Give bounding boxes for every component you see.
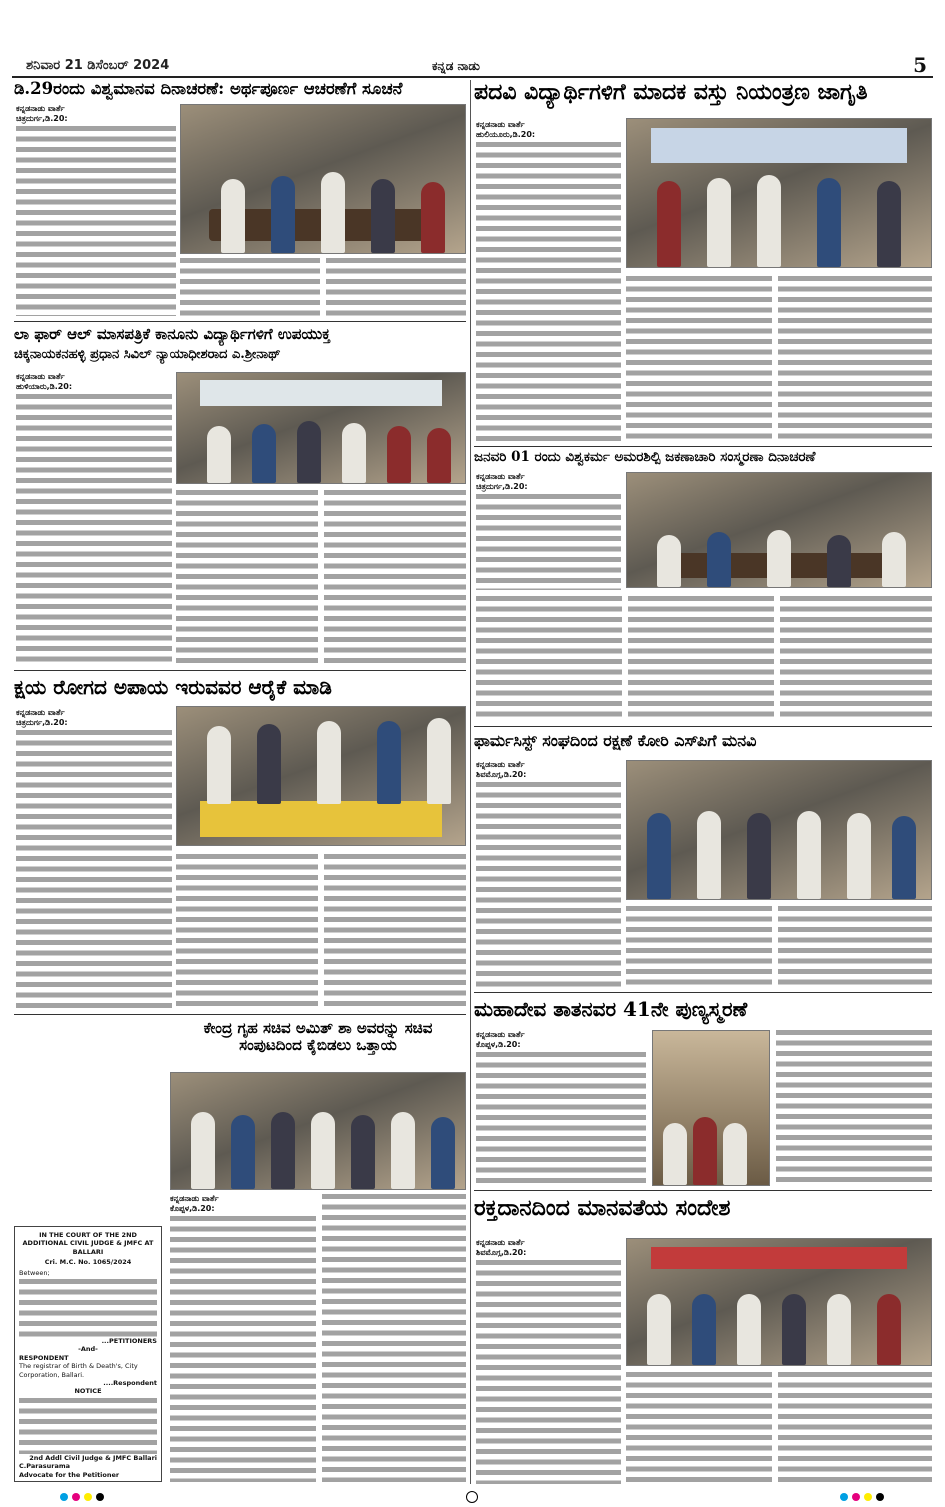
dateline-a6: ಶಿವಮೊಗ್ಗ,ಡಿ.20: — [476, 769, 527, 779]
registration-mark-icon — [466, 1491, 478, 1503]
dateline-a5: ಚಿತ್ರದುರ್ಗ,ಡಿ.20: — [16, 717, 68, 727]
and-label: -And- — [78, 1345, 98, 1354]
byline-a9-label: ಕನ್ನಡನಾಡು ವಾರ್ತೆ — [476, 1238, 525, 1247]
divider — [474, 992, 932, 993]
byline-a7-label: ಕನ್ನಡನಾಡು ವಾರ್ತೆ — [476, 1030, 525, 1039]
registration-dot-cyan — [60, 1493, 68, 1501]
divider — [474, 726, 932, 727]
court-name: IN THE COURT OF THE 2ND ADDITIONAL CIVIL JUDGE & JMFC AT BALLARI — [22, 1231, 154, 1256]
masthead-bar — [12, 53, 933, 78]
photo-a6-memorandum — [626, 760, 932, 900]
body-a9-col1 — [476, 1260, 621, 1484]
byline-a8-label: ಕನ್ನಡನಾಡು ವಾರ್ತೆ — [170, 1194, 219, 1203]
photo-a8-protest — [170, 1072, 466, 1190]
body-a5-col1 — [16, 730, 172, 1010]
dateline-a1: ಚಿತ್ರದುರ್ಗ,ಡಿ.20: — [16, 113, 68, 123]
body-a9-col2 — [626, 1372, 772, 1484]
notice-title: NOTICE — [74, 1387, 102, 1396]
body-a1-col2 — [180, 258, 320, 318]
notice-body — [19, 1398, 157, 1454]
respondent-text: The registrar of Birth & Death's, City Corporation, Ballari. — [19, 1362, 138, 1379]
body-a2-col2 — [626, 276, 772, 442]
advocate-role: Advocate for the Petitioner — [19, 1470, 120, 1479]
photo-a5-tb-campaign — [176, 706, 466, 846]
photo-a4-meeting — [626, 472, 932, 588]
divider — [14, 1014, 466, 1015]
registration-dot-yellow — [84, 1493, 92, 1501]
body-a4-col3 — [628, 596, 774, 722]
registration-dot-magenta — [852, 1493, 860, 1501]
body-a8-col1 — [170, 1216, 316, 1482]
body-a6-col2 — [626, 906, 772, 988]
dateline-a8: ಕೊಪ್ಪಳ,ಡಿ.20: — [170, 1203, 215, 1213]
byline-a9 — [476, 1238, 621, 1257]
between-label: Between; — [19, 1268, 50, 1277]
headline-mahadeva: ಮಹಾದೇವ ತಾತನವರ 41ನೇ ಪುಣ್ಯಸ್ಮರಣೆ — [474, 998, 748, 1021]
registration-dot-yellow — [864, 1493, 872, 1501]
byline-a5-label: ಕನ್ನಡನಾಡು ವಾರ್ತೆ — [16, 708, 65, 717]
page-number: 5 — [913, 53, 927, 77]
body-a1-col1 — [16, 126, 176, 316]
registration-dot-black — [96, 1493, 104, 1501]
respondent-heading: RESPONDENT — [19, 1353, 69, 1362]
registration-dot-black — [876, 1493, 884, 1501]
body-a9-col3 — [778, 1372, 932, 1484]
advocate-name: C.Parasurama — [19, 1462, 71, 1471]
petitioners-label: ...PETITIONERS — [101, 1337, 157, 1346]
respondent-tag: ....Respondent — [103, 1379, 157, 1388]
byline-a4 — [476, 472, 621, 491]
headline-tb-care: ಕ್ಷಯ ರೋಗದ ಅಪಾಯ ಇರುವವರ ಆರೈಕೆ ಮಾಡಿ — [14, 676, 332, 699]
dateline-a3: ಹುಳಿಯಾರು,ಡಿ.20: — [16, 381, 73, 391]
byline-a6-label: ಕನ್ನಡನಾಡು ವಾರ್ತೆ — [476, 760, 525, 769]
body-a2-col1 — [476, 142, 621, 442]
petitioner-list — [19, 1279, 157, 1337]
divider — [14, 670, 466, 671]
body-a3-col3 — [324, 490, 466, 666]
body-a4-col1 — [476, 494, 621, 590]
dateline-a7: ಕೊಪ್ಪಳ,ಡಿ.20: — [476, 1039, 521, 1049]
photo-a7-procession — [652, 1030, 770, 1186]
headline-pharmacist: ಫಾರ್ಮಸಿಸ್ಟ್ ಸಂಘದಿಂದ ರಕ್ಷಣೆ ಕೋರಿ ಎಸ್‍ಪಿಗೆ ಮನವಿ — [474, 732, 757, 750]
byline-a7 — [476, 1030, 646, 1049]
body-a6-col3 — [778, 906, 932, 988]
dateline-a4: ಚಿತ್ರದುರ್ಗ,ಡಿ.20: — [476, 481, 528, 491]
subheadline-srinath: ಚಿಕ್ಕನಾಯಕನಹಳ್ಳಿ ಪ್ರಧಾನ ಸಿವಿಲ್ ನ್ಯಾಯಾಧೀಶರಾದ ಎ.ಶ್ರೀನಾಥ್ — [14, 348, 281, 362]
registration-dot-cyan — [840, 1493, 848, 1501]
byline-a3 — [16, 372, 172, 391]
legal-notice-box — [14, 1226, 162, 1482]
byline-a2 — [476, 120, 621, 139]
paper-name: ಕನ್ನಡ ನಾಡು — [432, 59, 480, 73]
body-a2-col3 — [778, 276, 932, 442]
byline-a5 — [16, 708, 172, 727]
body-a3-col1 — [16, 394, 172, 666]
issue-date: ಶನಿವಾರ 21 ಡಿಸೆಂಬರ್ 2024 — [26, 58, 170, 73]
byline-a3-label: ಕನ್ನಡನಾಡು ವಾರ್ತೆ — [16, 372, 65, 381]
dateline-a2: ಹುಲಿಯೂರು,ಡಿ.20: — [476, 129, 536, 139]
body-a4-col2 — [476, 596, 622, 722]
byline-a2-label: ಕನ್ನಡನಾಡು ವಾರ್ತೆ — [476, 120, 525, 129]
dateline-a9: ಶಿವಮೊಗ್ಗ,ಡಿ.20: — [476, 1247, 527, 1257]
body-a6-col1 — [476, 782, 621, 988]
body-a7-col1 — [476, 1052, 646, 1186]
headline-madaka-vastu: ಪದವಿ ವಿದ್ಯಾರ್ಥಿಗಳಿಗೆ ಮಾದಕ ವಸ್ತು ನಿಯಂತ್ರಣ ಜಾಗೃತಿ — [474, 80, 868, 105]
case-number: Cri. M.C. No. 1065/2024 — [44, 1258, 132, 1267]
byline-a6 — [476, 760, 621, 779]
byline-a1 — [16, 104, 176, 123]
body-a7-col2 — [776, 1030, 932, 1186]
photo-a2-awareness — [626, 118, 932, 268]
headline-law-for-all: ಲಾ ಫಾರ್ ಆಲ್ ಮಾಸಪತ್ರಿಕೆ ಕಾನೂನು ವಿದ್ಯಾರ್ಥಿಗಳಿಗೆ ಉಪಯುಕ್ತ — [14, 326, 331, 343]
registration-dot-magenta — [72, 1493, 80, 1501]
print-marks — [0, 1490, 945, 1504]
divider — [14, 321, 466, 322]
photo-a1-meeting — [180, 104, 466, 254]
judge-signature: 2nd Addl Civil Judge & JMFC Ballari — [29, 1453, 157, 1462]
divider — [474, 1190, 932, 1191]
divider — [474, 446, 932, 447]
body-a5-col2 — [176, 854, 318, 1010]
body-a5-col3 — [324, 854, 466, 1010]
headline-jakanachari: ಜನವರಿ 01 ರಂದು ವಿಶ್ವಕರ್ಮ ಅಮರಶಿಲ್ಪಿ ಜಕಣಾಚಾರಿ ಸಂಸ್ಮರಣಾ ದಿನಾಚರಣೆ — [474, 450, 816, 465]
byline-a4-label: ಕನ್ನಡನಾಡು ವಾರ್ತೆ — [476, 472, 525, 481]
headline-blood-donation: ರಕ್ತದಾನದಿಂದ ಮಾನವತೆಯ ಸಂದೇಶ — [474, 1196, 731, 1221]
body-a3-col2 — [176, 490, 318, 666]
headline-amit-shah: ಕೇಂದ್ರ ಗೃಹ ಸಚಿವ ಅಮಿತ್ ಶಾ ಅವರನ್ನು ಸಚಿವ ಸಂಪುಟದಿಂದ ಕೈಬಿಡಲು ಒತ್ತಾಯ — [203, 1020, 433, 1055]
headline-vishwamanava: ಡಿ.29ರಂದು ವಿಶ್ವಮಾನವ ದಿನಾಚರಣೆ: ಅರ್ಥಪೂರ್ಣ ಆಚರಣೆಗೆ ಸೂಚನೆ — [14, 80, 403, 98]
photo-a9-camp — [626, 1238, 932, 1366]
photo-a3-release — [176, 372, 466, 484]
byline-a8 — [170, 1194, 316, 1213]
byline-a1-label: ಕನ್ನಡನಾಡು ವಾರ್ತೆ — [16, 104, 65, 113]
body-a4-col4 — [780, 596, 932, 722]
body-a1-col3 — [326, 258, 466, 318]
column-divider — [470, 80, 471, 1484]
body-a8-col2 — [322, 1194, 466, 1482]
